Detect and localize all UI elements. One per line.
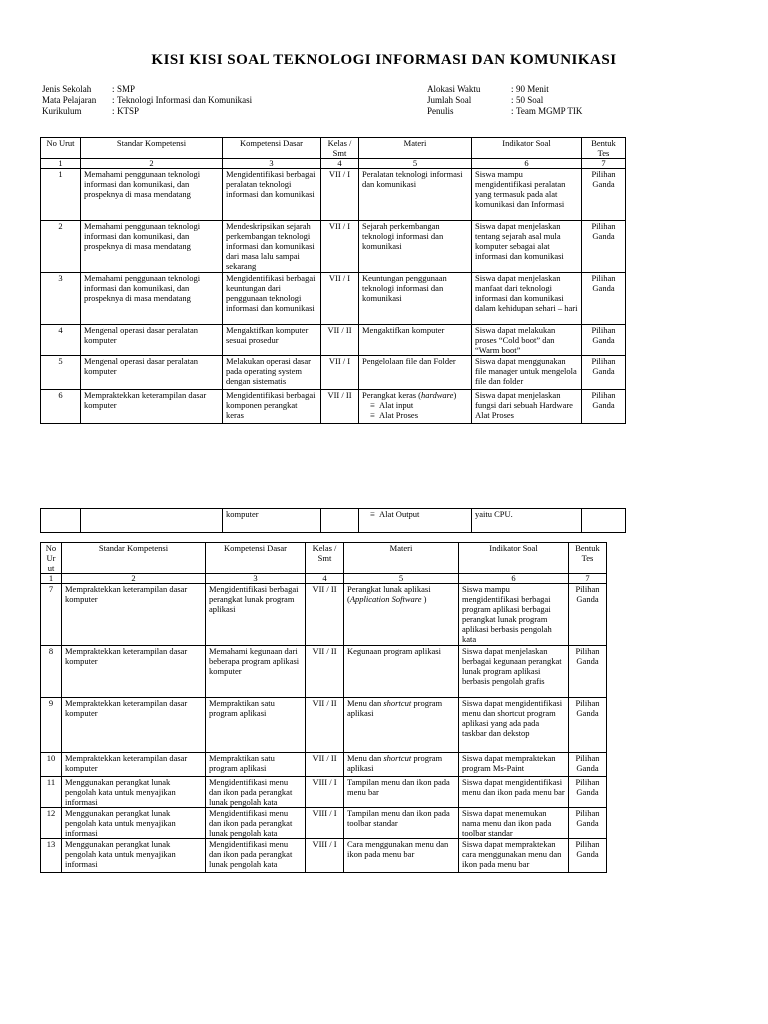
meta-colon: : [112,84,115,94]
column-number: 7 [569,574,607,584]
cell-materi [344,753,459,777]
cell-standar-kompetensi: Mempraktekkan keterampilan dasar komputer [62,584,206,646]
cell-materi [344,646,459,698]
cell-no: 10 [41,753,62,777]
column-header: Kelas / Smt [321,138,359,159]
meta-label: Penulis [427,106,454,116]
column-number: 3 [223,159,321,169]
meta-row [427,106,582,117]
cell-kelas: VII / II [306,584,344,646]
materi-text: Application Software [349,594,422,604]
cell-standar-kompetensi: Mempraktekkan keterampilan dasar komputer [62,646,206,698]
cell-no: 13 [41,839,62,873]
table-head [41,543,607,574]
meta-label: Jenis Sekolah [42,84,92,94]
materi-text: Perangkat keras ( [362,390,422,400]
materi-list [362,400,468,420]
cell-kelas: VII / II [321,325,359,356]
materi-list [362,509,468,519]
cell-indikator: Siswa dapat menjelaskan fungsi dari sebuah Hardware Alat Proses [472,390,582,424]
materi-text: shortcut [383,698,412,708]
meta-colon: : [112,95,115,105]
cell-no: 2 [41,221,81,273]
cell-kelas: VII / I [321,221,359,273]
table-body [41,574,607,873]
materi-text: ) [421,594,427,604]
cell-indikator: Siswa dapat mempraktekan program Ms-Paint [459,753,569,777]
cell-kelas: VII / I [321,169,359,221]
materi-text: Sejarah perkembangan teknologi informasi dan komunikasi [362,221,444,251]
cell-indikator: Siswa dapat menemukan nama menu dan ikon pada toolbar standar [459,808,569,839]
cell-materi [359,390,472,424]
cell-kelas: VII / I [321,273,359,325]
meta-row [42,95,252,106]
cell-standar-kompetensi [81,509,223,533]
cell-indikator: Siswa dapat menjelaskan tentang sejarah asal mula komputer sebagai alat informasi dan komunikasi [472,221,582,273]
meta-value: Teknologi Informasi dan Komunikasi [117,95,253,105]
cell-kelas: VIII / I [306,839,344,873]
cell-bentuk-tes: Pilihan Ganda [582,356,626,390]
cell-bentuk-tes: Pilihan Ganda [582,325,626,356]
meta-value: 90 Menit [516,84,549,94]
column-header: Bentuk Tes [582,138,626,159]
cell-kompetensi-dasar: komputer [223,509,321,533]
table-row [41,777,607,808]
table-row [41,839,607,873]
column-number: 1 [41,574,62,584]
cell-kelas: VIII / I [306,808,344,839]
cell-no [41,509,81,533]
column-header: Indikator Soal [459,543,569,574]
cell-bentuk-tes: Pilihan Ganda [582,221,626,273]
cell-kompetensi-dasar: Mengidentifikasi menu dan ikon pada perangkat lunak pengolah kata [206,777,306,808]
column-header: Indikator Soal [472,138,582,159]
column-number-row [41,574,607,584]
cell-no: 11 [41,777,62,808]
column-header: Materi [359,138,472,159]
document-title: KISI KISI SOAL TEKNOLOGI INFORMASI DAN KOMUNIKASI [151,52,617,68]
materi-text: Peralatan teknologi informasi dan komunikasi [362,169,463,189]
materi-text: Menu dan [347,698,384,708]
cell-materi [344,584,459,646]
meta-label: Jumlah Soal [427,95,472,105]
meta-row [427,84,582,95]
cell-kompetensi-dasar: Mempraktikan satu program aplikasi [206,698,306,753]
materi-list-item: ≡ Alat Output [370,509,468,519]
cell-standar-kompetensi: Mengenal operasi dasar peralatan komputer [81,356,223,390]
cell-materi [344,698,459,753]
materi-text: Menu dan [347,753,384,763]
table-body [41,509,626,533]
cell-materi [359,169,472,221]
cell-kompetensi-dasar: Mengaktifkan komputer sesuai prosedur [223,325,321,356]
meta-right [427,84,582,117]
cell-kompetensi-dasar: Melakukan operasi dasar pada operating system dengan sistematis [223,356,321,390]
column-number-row [41,159,626,169]
column-number: 2 [81,159,223,169]
cell-materi [344,777,459,808]
materi-text: program aplikasi [347,753,443,773]
column-number: 5 [344,574,459,584]
cell-materi [359,325,472,356]
column-header: Kompetensi Dasar [223,138,321,159]
meta-value: SMP [117,84,136,94]
cell-materi [344,808,459,839]
meta-colon: : [112,106,115,116]
cell-standar-kompetensi: Mempraktekkan keterampilan dasar komputer [62,753,206,777]
table-row [41,390,626,424]
column-number: 3 [206,574,306,584]
cell-bentuk-tes: Pilihan Ganda [582,169,626,221]
meta-value: 50 Soal [516,95,544,105]
cell-materi [359,509,472,533]
cell-no: 4 [41,325,81,356]
cell-kompetensi-dasar: Mempraktikan satu program aplikasi [206,753,306,777]
cell-indikator: Siswa dapat melakukan proses “Cold boot” dan “Warm boot” [472,325,582,356]
cell-bentuk-tes: Pilihan Ganda [569,698,607,753]
cell-indikator: Siswa mampu mengidentifikasi peralatan yang termasuk pada alat komunikasi dan Informasi [472,169,582,221]
materi-text: Tampilan menu dan ikon pada toolbar standar [347,808,450,828]
meta-label: Alokasi Waktu [427,84,481,94]
kisi-table-1 [40,137,626,424]
cell-kompetensi-dasar: Mendeskripsikan sejarah perkembangan teknologi informasi dan komunikasi dari masa lalu sampai sekarang [223,221,321,273]
column-header: Bentuk Tes [569,543,607,574]
cell-kelas: VII / II [306,753,344,777]
materi-list-item: ≡ Alat Proses [370,410,468,420]
cell-standar-kompetensi: Memahami penggunaan teknologi informasi dan komunikasi, dan prospeknya di masa mendatang [81,273,223,325]
kisi-table-2 [40,542,607,873]
header-row [41,543,607,574]
materi-text: Cara menggunakan menu dan ikon pada menu bar [347,839,449,859]
cell-kompetensi-dasar: Memahami kegunaan dari beberapa program aplikasi komputer [206,646,306,698]
cell-no: 8 [41,646,62,698]
column-number: 5 [359,159,472,169]
cell-kelas: VII / II [306,646,344,698]
column-header: No Ur ut [41,543,62,574]
meta-row [42,106,252,117]
cell-standar-kompetensi: Menggunakan perangkat lunak pengolah kata untuk menyajikan informasi [62,777,206,808]
cell-no: 6 [41,390,81,424]
cell-kompetensi-dasar: Mengidentifikasi berbagai perangkat lunak program aplikasi [206,584,306,646]
column-header: Materi [344,543,459,574]
cell-indikator: Siswa dapat mempraktekan cara menggunakan menu dan ikon pada menu bar [459,839,569,873]
meta-value: Team MGMP TIK [516,106,583,116]
materi-text: Pengelolaan file dan Folder [362,356,456,366]
column-number: 7 [582,159,626,169]
materi-text: Tampilan menu dan ikon pada menu bar [347,777,450,797]
cell-kelas: VIII / I [306,777,344,808]
cell-indikator: Siswa dapat menjelaskan berbagai kegunaan perangkat lunak program aplikasi berbasis pengolah grafis [459,646,569,698]
materi-text: ) [453,390,457,400]
cell-bentuk-tes: Pilihan Ganda [569,753,607,777]
cell-no: 5 [41,356,81,390]
cell-kelas: VII / I [321,356,359,390]
column-header: Kompetensi Dasar [206,543,306,574]
cell-standar-kompetensi: Mempraktekkan keterampilan dasar komputer [81,390,223,424]
column-number: 6 [459,574,569,584]
table-head [41,138,626,159]
meta-colon: : [511,84,514,94]
cell-bentuk-tes: Pilihan Ganda [569,839,607,873]
cell-bentuk-tes: Pilihan Ganda [582,390,626,424]
table-row [41,169,626,221]
cell-kompetensi-dasar: Mengidentifikasi menu dan ikon pada perangkat lunak pengolah kata [206,808,306,839]
meta-row [427,95,582,106]
cell-kompetensi-dasar: Mengidentifikasi menu dan ikon pada perangkat lunak pengolah kata [206,839,306,873]
cell-no: 12 [41,808,62,839]
materi-text: Perangkat lunak aplikasi ( [347,584,431,604]
table-row [41,273,626,325]
cell-indikator: Siswa dapat menjelaskan manfaat dari teknologi informasi dan komunikasi dalam kehidupan sehari – hari [472,273,582,325]
meta-value: KTSP [117,106,140,116]
cell-standar-kompetensi: Memahami penggunaan teknologi informasi dan komunikasi, dan prospeknya di masa mendatang [81,221,223,273]
meta-colon: : [511,106,514,116]
materi-text: Keuntungan penggunaan teknologi informasi dan komunikasi [362,273,447,303]
materi-list-item: ≡ Alat input [370,400,468,410]
cell-bentuk-tes: Pilihan Ganda [569,808,607,839]
cell-kelas: VII / II [306,698,344,753]
table-row [41,221,626,273]
cell-bentuk-tes: Pilihan Ganda [569,646,607,698]
column-number: 1 [41,159,81,169]
column-header: Standar Kompetensi [81,138,223,159]
cell-bentuk-tes: Pilihan Ganda [582,273,626,325]
cell-bentuk-tes [582,509,626,533]
cell-kompetensi-dasar: Mengidentifikasi berbagai keuntungan dari penggunaan teknologi informasi dan komunikasi [223,273,321,325]
kisi-table-continuation [40,508,626,533]
cell-no: 7 [41,584,62,646]
cell-indikator: yaitu CPU. [472,509,582,533]
cell-no: 3 [41,273,81,325]
table-body [41,159,626,424]
meta-colon: : [511,95,514,105]
table-row [41,325,626,356]
cell-kompetensi-dasar: Mengidentifikasi berbagai komponen perangkat keras [223,390,321,424]
column-number: 2 [62,574,206,584]
cell-standar-kompetensi: Mengenal operasi dasar peralatan komputer [81,325,223,356]
meta-label: Kurikulum [42,106,82,116]
column-number: 4 [321,159,359,169]
column-header: Standar Kompetensi [62,543,206,574]
meta-row [42,84,252,95]
table-row [41,509,626,533]
cell-bentuk-tes: Pilihan Ganda [569,777,607,808]
column-header: No Urut [41,138,81,159]
cell-no: 1 [41,169,81,221]
cell-no: 9 [41,698,62,753]
materi-text: Kegunaan program aplikasi [347,646,441,656]
cell-materi [359,221,472,273]
table-row [41,753,607,777]
cell-kelas: VII / II [321,390,359,424]
table-row [41,356,626,390]
cell-standar-kompetensi: Memahami penggunaan teknologi informasi dan komunikasi, dan prospeknya di masa mendatang [81,169,223,221]
cell-standar-kompetensi: Mempraktekkan keterampilan dasar komputer [62,698,206,753]
cell-materi [359,273,472,325]
table-row [41,584,607,646]
column-number: 4 [306,574,344,584]
cell-standar-kompetensi: Menggunakan perangkat lunak pengolah kata untuk menyajikan informasi [62,839,206,873]
materi-text: Mengaktifkan komputer [362,325,445,335]
cell-indikator: Siswa mampu mengidentifikasi berbagai program aplikasi berbagai perangkat lunak program aplikasi berbasis pengolah kata [459,584,569,646]
column-number: 6 [472,159,582,169]
cell-kompetensi-dasar: Mengidentifikasi berbagai peralatan teknologi informasi dan komunikasi [223,169,321,221]
materi-text: shortcut [383,753,412,763]
cell-materi [359,356,472,390]
materi-text: program aplikasi [347,698,443,718]
table-row [41,646,607,698]
cell-materi [344,839,459,873]
table-row [41,808,607,839]
cell-indikator: Siswa dapat menggunakan file manager untuk mengelola file dan folder [472,356,582,390]
meta-left [42,84,252,117]
cell-bentuk-tes: Pilihan Ganda [569,584,607,646]
cell-standar-kompetensi: Menggunakan perangkat lunak pengolah kata untuk menyajikan informasi [62,808,206,839]
cell-indikator: Siswa dapat mengidentifikasi menu dan shortcut program aplikasi yang ada pada taskbar dan dekstop [459,698,569,753]
table-row [41,698,607,753]
materi-text: hardware [421,390,454,400]
meta-label: Mata Pelajaran [42,95,97,105]
cell-indikator: Siswa dapat mengidentifikasi menu dan ikon pada menu bar [459,777,569,808]
column-header: Kelas / Smt [306,543,344,574]
header-row [41,138,626,159]
cell-kelas [321,509,359,533]
